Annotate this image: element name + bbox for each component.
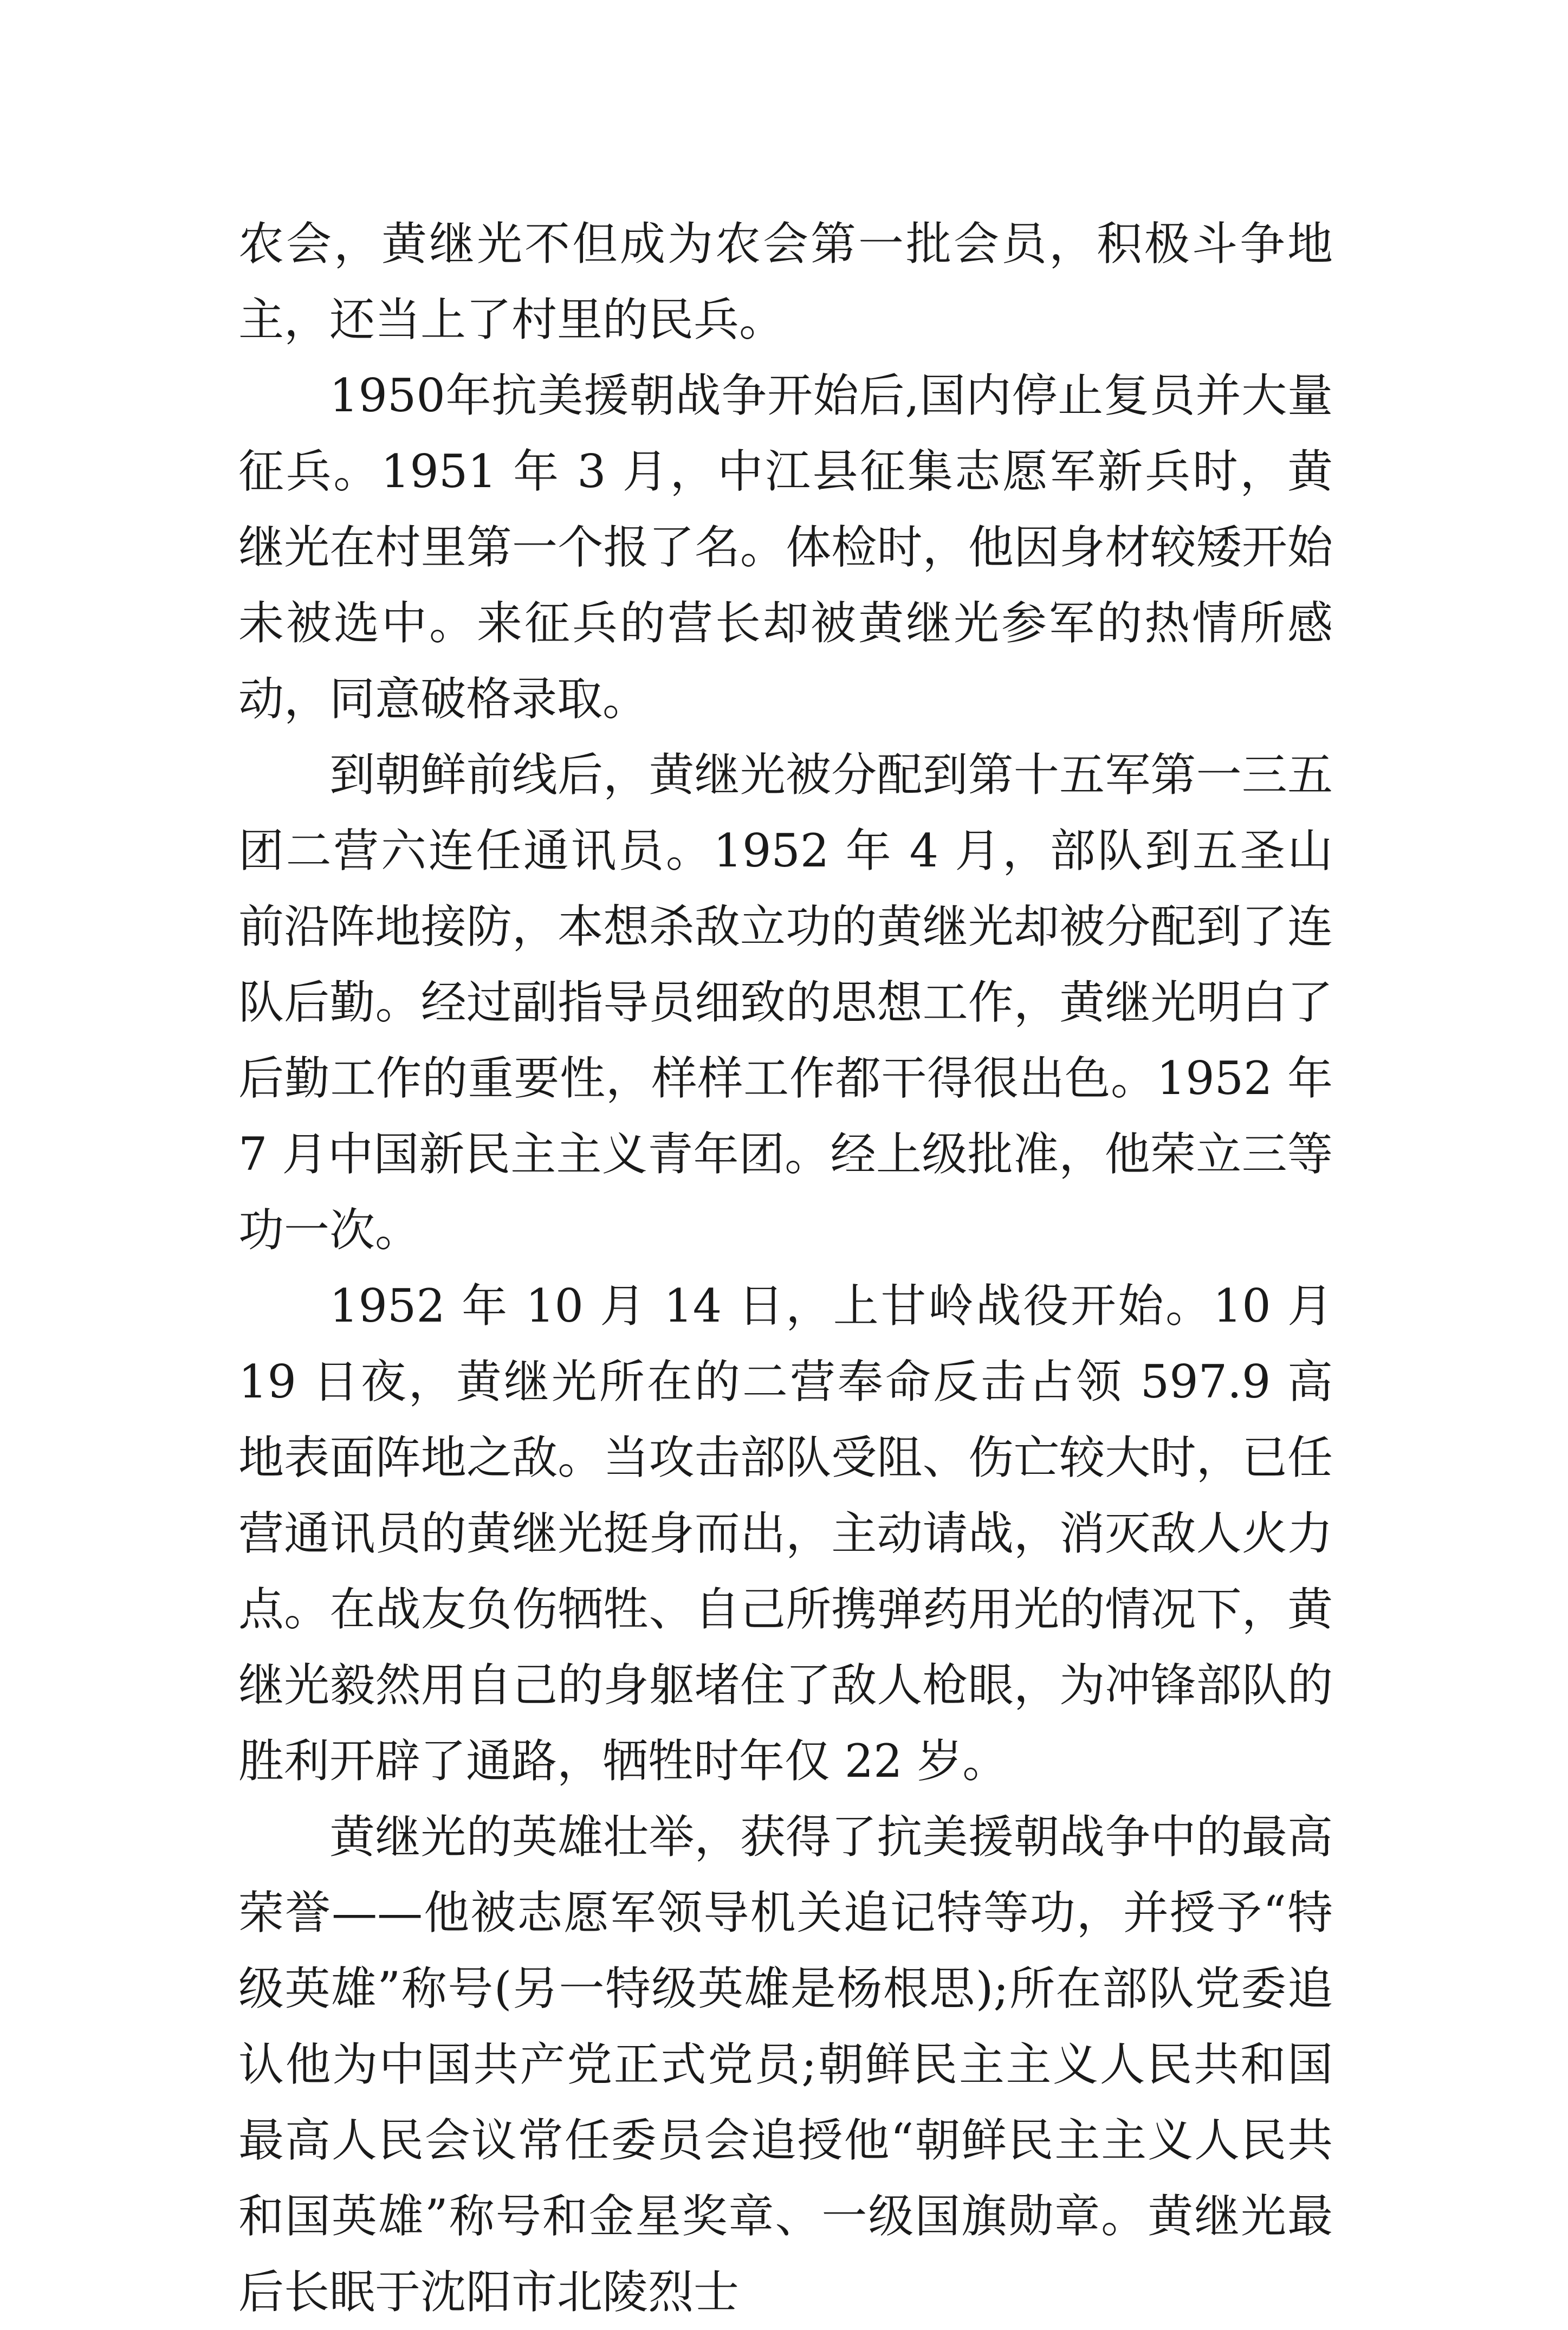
document-body — [238, 206, 1333, 2330]
paragraph-5: 黄继光的英雄壮举，获得了抗美援朝战争中的最高荣誉——他被志愿军领导机关追记特等功，并授予“特级英雄”称号(另一特级英雄是杨根思);所在部队党委追认他为中国共产党正式党员;朝鲜民主主义人民共和国最高人民会议常任委员会追授他“朝鲜民主主义人民共和国英雄”称号和金星奖章、一级国旗勋章。黄继光最后长眠于沈阳市北陵烈士 — [238, 1810, 1333, 2319]
paragraph-2: 1950年抗美援朝战争开始后,国内停止复员并大量征兵。1951 年 3 月，中江县征集志愿军新兵时，黄继光在村里第一个报了名。体检时，他因身材较矮开始未被选中。来征兵的营长却被黄继光参军的热情所感动，同意破格录取。 — [238, 369, 1333, 726]
paragraph-1: 农会，黄继光不但成为农会第一批会员，积极斗争地主，还当上了村里的民兵。 — [238, 217, 1333, 346]
paragraph-3: 到朝鲜前线后，黄继光被分配到第十五军第一三五团二营六连任通讯员。1952 年 4 月，部队到五圣山前沿阵地接防，本想杀敌立功的黄继光却被分配到了连队后勤。经过副指导员细致的思想工作，黄继光明白了后勤工作的重要性，样样工作都干得很出色。1952 年 7 月中国新民主主义青年团。经上级批准，他荣立三等功一次。 — [238, 748, 1333, 1257]
paragraph-4: 1952 年 10 月 14 日，上甘岭战役开始。10 月 19 日夜，黄继光所在的二营奉命反击占领 597.9 高地表面阵地之敌。当攻击部队受阻、伤亡较大时，已任营通讯员的黄继光挺身而出，主动请战，消灭敌人火力点。在战友负伤牺牲、自己所携弹药用光的情况下，黄继光毅然用自己的身躯堵住了敌人枪眼，为冲锋部队的胜利开辟了通路，牺牲时年仅 22 岁。 — [238, 1279, 1333, 1788]
